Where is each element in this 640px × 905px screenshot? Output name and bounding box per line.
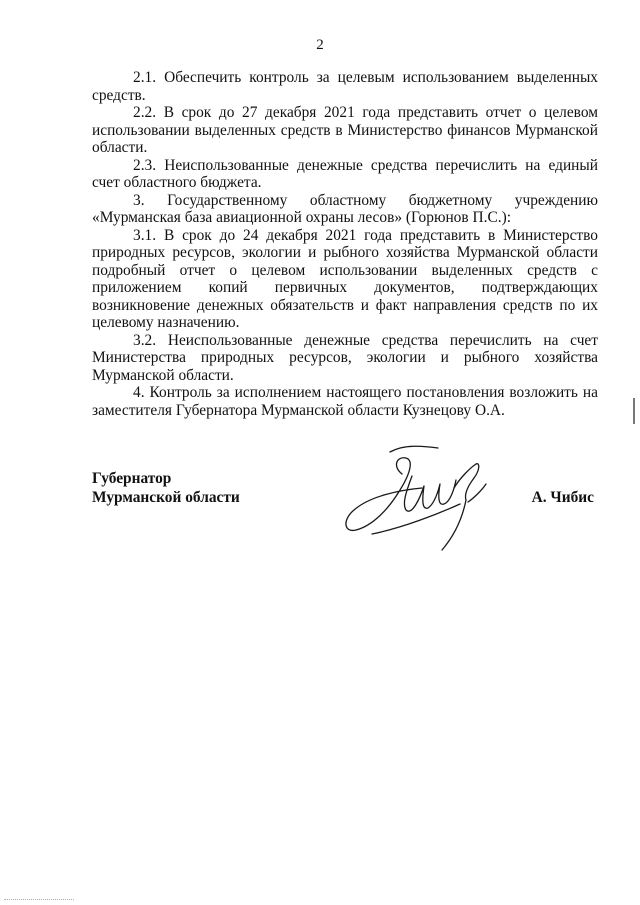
paragraph-2-3: 2.3. Неиспользованные денежные средства перечислить на единый счет областного бюджета. (92, 156, 598, 191)
page-number: 2 (316, 37, 324, 53)
paragraph-4: 4. Контроль за исполнением настоящего постановления возложить на заместителя Губернатора Мурманской области Кузнецову О.А. (92, 384, 598, 419)
signer-position-line-1: Губернатор (92, 470, 172, 487)
signature-block (92, 470, 602, 600)
scan-artifact-dots (4, 899, 74, 901)
paragraph-3-2: 3.2. Неиспользованные денежные средства перечислить на счет Министерства природных ресурсов, экологии и рыбного хозяйства Мурманской области. (92, 331, 598, 384)
signature-icon (342, 444, 502, 584)
paragraph-3-1: 3.1. В срок до 24 декабря 2021 года представить в Министерство природных ресурсов, экологии и рыбного хозяйства Мурманской области подробный отчет о целевом использовании выделенных средств с приложением копий первичных документов, подтверждающих возникновение денежных обязательств и факт направления средств по их целевому назначению. (92, 226, 598, 331)
paragraph-2-1: 2.1. Обеспечить контроль за целевым использованием выделенных средств. (92, 69, 598, 104)
paragraph-3: 3. Государственному областному бюджетному учреждению «Мурманская база авиационной охраны лесов» (Горюнов П.С.): (92, 191, 598, 226)
signer-name: А. Чибис (531, 488, 594, 506)
signer-position-line-2: Мурманской области (92, 488, 240, 506)
paragraph-2-2: 2.2. В срок до 27 декабря 2021 года представить отчет о целевом использовании выделенных средств в Министерство финансов Мурманской области. (92, 104, 598, 156)
signer-position (92, 470, 240, 507)
document-body (92, 69, 598, 419)
scan-artifact-line (633, 398, 635, 424)
